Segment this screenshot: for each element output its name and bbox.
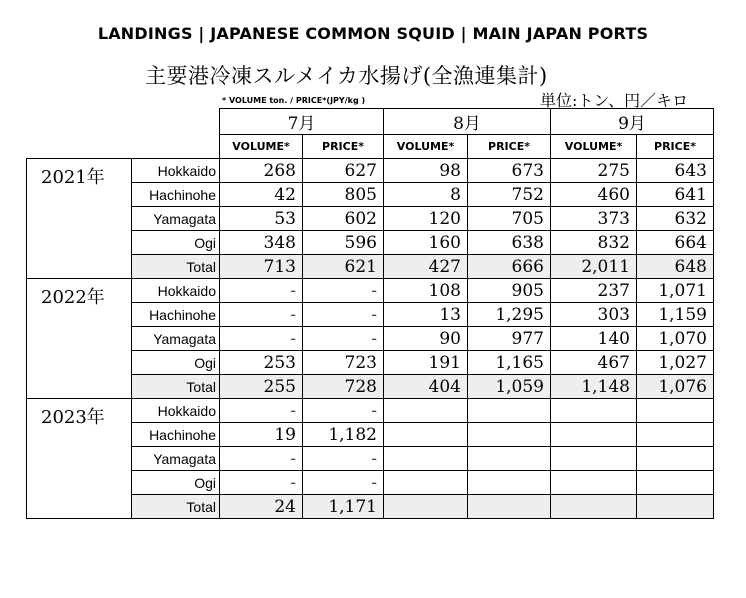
volume-cell (384, 423, 468, 447)
col-header-volume: VOLUME* (220, 135, 303, 159)
price-cell: 905 (468, 279, 551, 303)
total-volume-cell: 713 (220, 255, 303, 279)
port-name: Hokkaido (132, 159, 220, 183)
total-price-cell: 728 (303, 375, 384, 399)
volume-cell: 19 (220, 423, 303, 447)
volume-cell (551, 423, 637, 447)
year-label: 2021年 (27, 159, 132, 279)
blank-corner-lower (27, 135, 220, 159)
price-cell: 638 (468, 231, 551, 255)
port-name: Hachinohe (132, 303, 220, 327)
volume-cell: - (220, 327, 303, 351)
total-price-cell: 1,076 (637, 375, 714, 399)
total-volume-cell: 255 (220, 375, 303, 399)
volume-cell: 140 (551, 327, 637, 351)
volume-cell: - (220, 471, 303, 495)
col-header-price: PRICE* (637, 135, 714, 159)
price-cell: 1,182 (303, 423, 384, 447)
month-header-jul: 7月 (220, 109, 384, 135)
price-cell: 627 (303, 159, 384, 183)
volume-cell: 460 (551, 183, 637, 207)
price-cell: - (303, 303, 384, 327)
volume-cell: 90 (384, 327, 468, 351)
price-cell: 1,071 (637, 279, 714, 303)
total-volume-cell (551, 495, 637, 519)
total-volume-cell: 427 (384, 255, 468, 279)
port-name: Hokkaido (132, 279, 220, 303)
col-header-volume: VOLUME* (384, 135, 468, 159)
price-cell: 641 (637, 183, 714, 207)
price-cell: 664 (637, 231, 714, 255)
volume-cell: 832 (551, 231, 637, 255)
volume-cell: - (220, 399, 303, 423)
total-price-cell: 666 (468, 255, 551, 279)
price-cell: - (303, 447, 384, 471)
table-body (27, 159, 714, 519)
volume-cell (384, 471, 468, 495)
volume-cell: 108 (384, 279, 468, 303)
price-cell: - (303, 471, 384, 495)
volume-cell: 253 (220, 351, 303, 375)
price-cell: 632 (637, 207, 714, 231)
port-name: Hachinohe (132, 423, 220, 447)
units-note: * VOLUME ton. / PRICE*(JPY/kg ) (222, 96, 366, 105)
price-cell: 602 (303, 207, 384, 231)
volume-cell: 268 (220, 159, 303, 183)
col-header-price: PRICE* (468, 135, 551, 159)
unit-label: 単位:トン、円／キロ (540, 91, 689, 110)
volume-cell: - (220, 279, 303, 303)
port-name: Hachinohe (132, 183, 220, 207)
total-price-cell (637, 495, 714, 519)
year-label: 2022年 (27, 279, 132, 399)
volume-cell: 275 (551, 159, 637, 183)
total-price-cell: 648 (637, 255, 714, 279)
port-name: Yamagata (132, 207, 220, 231)
volume-cell (384, 447, 468, 471)
price-cell: 977 (468, 327, 551, 351)
port-name: Yamagata (132, 327, 220, 351)
total-volume-cell: 404 (384, 375, 468, 399)
col-header-price: PRICE* (303, 135, 384, 159)
price-cell: 1,159 (637, 303, 714, 327)
port-name: Ogi (132, 471, 220, 495)
volume-cell: 53 (220, 207, 303, 231)
volume-cell: 191 (384, 351, 468, 375)
price-cell (637, 399, 714, 423)
total-label: Total (132, 255, 220, 279)
japanese-title: 主要港冷凍スルメイカ水揚げ(全漁連集計) (145, 64, 548, 88)
landings-table (26, 108, 714, 519)
volume-cell (551, 447, 637, 471)
port-name: Ogi (132, 231, 220, 255)
total-price-cell: 1,171 (303, 495, 384, 519)
volume-cell: 303 (551, 303, 637, 327)
price-cell (468, 447, 551, 471)
price-cell: 752 (468, 183, 551, 207)
volume-cell: 467 (551, 351, 637, 375)
year-label: 2023年 (27, 399, 132, 519)
price-cell: 1,070 (637, 327, 714, 351)
table-row (27, 159, 714, 183)
price-cell: 596 (303, 231, 384, 255)
volume-cell: - (220, 447, 303, 471)
price-cell: 705 (468, 207, 551, 231)
price-cell: 1,165 (468, 351, 551, 375)
total-label: Total (132, 495, 220, 519)
volume-cell: 373 (551, 207, 637, 231)
price-cell: - (303, 327, 384, 351)
volume-cell (551, 471, 637, 495)
blank-corner (27, 109, 220, 135)
total-label: Total (132, 375, 220, 399)
price-cell: - (303, 399, 384, 423)
volume-cell: 348 (220, 231, 303, 255)
volume-cell: 237 (551, 279, 637, 303)
col-header-volume: VOLUME* (551, 135, 637, 159)
volume-cell (551, 399, 637, 423)
total-price-cell (468, 495, 551, 519)
price-cell: 1,295 (468, 303, 551, 327)
volume-cell: 13 (384, 303, 468, 327)
total-volume-cell: 1,148 (551, 375, 637, 399)
price-cell (637, 447, 714, 471)
volume-cell: - (220, 303, 303, 327)
volume-cell: 42 (220, 183, 303, 207)
price-cell (468, 471, 551, 495)
total-price-cell: 1,059 (468, 375, 551, 399)
price-cell: - (303, 279, 384, 303)
table-row (27, 399, 714, 423)
english-title: LANDINGS | JAPANESE COMMON SQUID | MAIN JAPAN PORTS (97, 24, 649, 43)
price-cell: 723 (303, 351, 384, 375)
price-cell: 643 (637, 159, 714, 183)
price-cell (468, 423, 551, 447)
total-price-cell: 621 (303, 255, 384, 279)
total-volume-cell: 2,011 (551, 255, 637, 279)
port-name: Hokkaido (132, 399, 220, 423)
volume-cell: 98 (384, 159, 468, 183)
price-cell: 673 (468, 159, 551, 183)
total-volume-cell: 24 (220, 495, 303, 519)
volume-cell (384, 399, 468, 423)
table-row (27, 279, 714, 303)
month-header-aug: 8月 (384, 109, 551, 135)
total-volume-cell (384, 495, 468, 519)
price-cell: 805 (303, 183, 384, 207)
price-cell (637, 423, 714, 447)
volume-cell: 160 (384, 231, 468, 255)
price-cell (637, 471, 714, 495)
price-cell (468, 399, 551, 423)
month-header-sep: 9月 (551, 109, 714, 135)
price-cell: 1,027 (637, 351, 714, 375)
volume-cell: 120 (384, 207, 468, 231)
port-name: Ogi (132, 351, 220, 375)
volume-cell: 8 (384, 183, 468, 207)
port-name: Yamagata (132, 447, 220, 471)
